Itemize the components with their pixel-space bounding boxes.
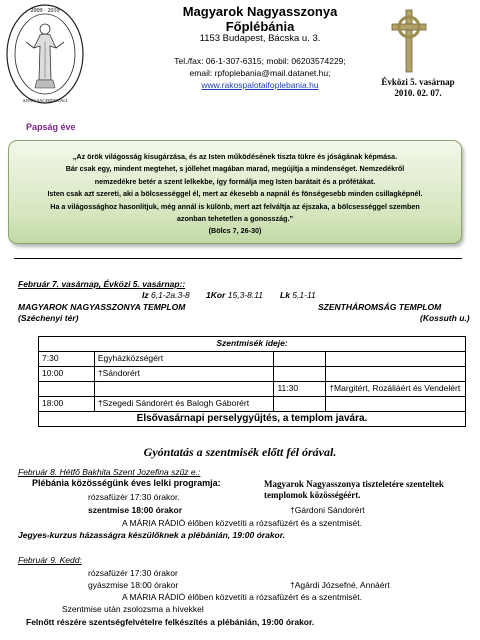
table-row xyxy=(39,352,466,367)
date-block xyxy=(366,77,470,99)
church-right-street: (Kossuth u.) xyxy=(420,313,470,323)
table-row xyxy=(39,337,466,352)
year-theme: Papság éve xyxy=(26,122,76,132)
contact-block xyxy=(150,55,370,91)
right-intention: †Margitért, Rozáliáért és Vendelért xyxy=(326,382,466,397)
church-right-name: SZENTHÁROMSÁG TEMPLOM xyxy=(318,302,442,312)
quote-line: Isten csak azt szereti, aki a bölcsességgel él, mert az ékesebb a napnál és fönségesebb minden csillagképnél. xyxy=(47,189,423,199)
right-time xyxy=(274,367,326,382)
divider xyxy=(14,258,462,259)
quote-line: Bár csak egy, mindent megtehet, s jóllehet magában marad, megújítja a mindenséget. Nemzedékről xyxy=(65,164,405,174)
feb8-radio: A MÁRIA RÁDIÓ élőben közvetíti a rózsafüzért és a szentmisét. xyxy=(122,518,362,528)
parish-logo xyxy=(4,2,86,106)
feb9-adult-prep: Felnőtt részére szentségfelvételre felkészítés a plébánián, 19:00 órakor. xyxy=(26,617,315,627)
celtic-cross-icon xyxy=(388,8,430,74)
reading-book: Lk xyxy=(280,290,290,300)
email: email: rpfoplebania@mail.datanet.hu; xyxy=(189,68,331,78)
feb9-mass: gyászmise 18:00 órakor xyxy=(88,580,179,590)
quote-line: nemzedékre betér a szent lelkekbe, így formálja meg Isten barátait és a prófétákat. xyxy=(94,176,376,186)
left-time: 10:00 xyxy=(39,367,95,382)
reading-book: Iz xyxy=(142,290,149,300)
reading-ref: 5,1-11 xyxy=(292,290,316,300)
table-row xyxy=(39,412,466,427)
feb8-course: Jegyes-kurzus házasságra készülőknek a plébánián, 19:00 órakor. xyxy=(18,530,285,540)
right-intention xyxy=(326,397,466,412)
feb8-mass: szentmise 18:00 órakor xyxy=(88,505,183,515)
left-intention: †Sándorért xyxy=(94,367,274,382)
feb8-dedication: Magyarok Nagyasszonya tiszteletére szenteltek templomok közösségéért. xyxy=(264,479,444,500)
reading-2 xyxy=(206,290,263,300)
table-row xyxy=(39,367,466,382)
right-intention xyxy=(326,352,466,367)
feb8-heading: Február 8. Hétfő Bakhita Szent Jozefina szűz e.: xyxy=(18,467,201,477)
mass-table-heading: Szentmisék ideje: xyxy=(39,337,466,352)
reading-3 xyxy=(280,290,316,300)
left-intention xyxy=(94,382,274,397)
quote-line: „Az örök világosság kisugárzása, és az Isten működésének tiszta tükre és jóságának képmása. xyxy=(72,152,398,161)
feb8-rosary: rózsafüzér 17:30 órakor. xyxy=(88,492,180,502)
left-intention: Egyházközségért xyxy=(94,352,274,367)
feb9-intention: †Agárdi Józsefné, Annáért xyxy=(290,580,390,590)
reading-book: 1Kor xyxy=(206,290,226,300)
right-time xyxy=(274,397,326,412)
feb9-radio: A MÁRIA RÁDIÓ élőben közvetíti a rózsafüzért és a szentmisét. xyxy=(122,592,362,602)
parish-title: Magyarok Nagyasszonya Főplébánia xyxy=(182,4,338,34)
church-left-name: MAGYAROK NAGYASSZONYA TEMPLOM xyxy=(18,302,186,312)
sunday-heading: Február 7. vasárnap, Évközi 5. vasárnap:: xyxy=(18,279,186,289)
sunday-name: Évközi 5. vasárnap xyxy=(381,77,455,87)
right-time: 11:30 xyxy=(274,382,326,397)
feb9-rosary: rózsafüzér 17:30 órakor xyxy=(88,568,178,578)
right-intention xyxy=(326,367,466,382)
reading-ref: 6,1-2a.3-8 xyxy=(151,290,190,300)
bulletin-date: 2010. 02. 07. xyxy=(394,88,442,98)
reading-ref: 15,3-8.11 xyxy=(227,290,264,300)
left-intention: †Szegedi Sándorért és Balogh Gáborért xyxy=(94,397,274,412)
parish-address: 1153 Budapest, Bácska u. 3. xyxy=(199,33,321,44)
feb8-intention: †Gárdoni Sándorért xyxy=(290,505,365,515)
left-time: 7:30 xyxy=(39,352,95,367)
website-link[interactable]: www.rakospalotaifoplebania.hu xyxy=(201,80,319,90)
left-time: 18:00 xyxy=(39,397,95,412)
feb9-heading: Február 9. Kedd: xyxy=(18,555,82,565)
feb9-psalms: Szentmise után zsolozsma a hívekkel xyxy=(62,604,204,614)
feb8-program: Plébánia közösségünk éves lelki programja: xyxy=(32,478,221,488)
logo-caption: ANNO SACERDOTALI xyxy=(22,98,68,103)
quote-line: azonban tehetetlen a gonosszág.” xyxy=(176,214,294,224)
quote-reference: (Bölcs 7, 26-30) xyxy=(208,226,262,236)
table-row xyxy=(39,397,466,412)
telfax: Tel./fax: 06-1-307-6315; mobil: 06203574229; xyxy=(174,56,346,66)
reading-1 xyxy=(142,290,190,300)
left-time xyxy=(39,382,95,397)
scripture-quote-box xyxy=(8,140,462,244)
logo-years: 2009 · 2010 xyxy=(30,8,60,14)
confession-note: Gyóntatás a szentmisék előtt fél órával. xyxy=(143,445,337,459)
quote-line: Ha a világossághoz hasonlítjuk, még annál is különb, mert azt felváltja az éjszaka, a bölcsességgel szemben xyxy=(50,201,420,211)
right-time xyxy=(274,352,326,367)
table-row xyxy=(39,382,466,397)
church-left-street: (Széchenyi tér) xyxy=(18,313,79,323)
mass-schedule-table xyxy=(38,336,466,427)
collection-note: Elsővasárnapi perselygyűjtés, a templom javára. xyxy=(39,412,466,427)
